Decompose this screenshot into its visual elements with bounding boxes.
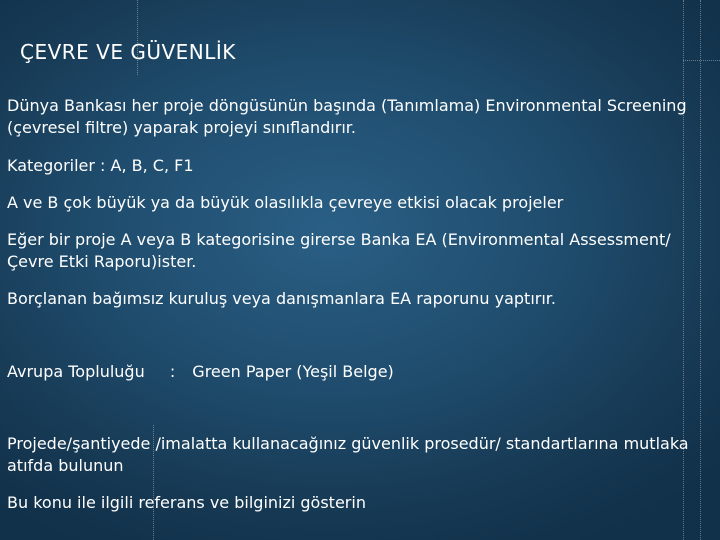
paragraph-ea-requirement: Eğer bir proje A veya B kategorisine girerse Banka EA (Environmental Assessment/Çevre Etki Raporu)ister.	[7, 230, 671, 271]
definition-row	[7, 361, 394, 383]
slide-title: ÇEVRE VE GÜVENLİK	[20, 40, 236, 64]
definition-term: Avrupa Topluluğu	[7, 362, 145, 381]
paragraph-a-b: A ve B çok büyük ya da büyük olasılıkla çevreye etkisi olacak projeler	[7, 193, 564, 212]
definition-value: Green Paper (Yeşil Belge)	[192, 362, 394, 381]
paragraph-references: Bu konu ile ilgili referans ve bilginizi gösterin	[7, 493, 366, 512]
paragraph-borrower: Borçlanan bağımsız kuruluş veya danışmanlara EA raporunu yaptırır.	[7, 289, 556, 308]
decorative-dotted-line	[683, 60, 720, 61]
paragraph-world-bank: Dünya Bankası her proje döngüsünün başında (Tanımlama) Environmental Screening (çevresel filtre) yaparak projeyi sınıflandırır.	[7, 96, 687, 137]
paragraph-categories: Kategoriler : A, B, C, F1	[7, 156, 194, 175]
definition-separator: :	[169, 362, 176, 381]
paragraph-safety-procedures: Projede/şantiyede /imalatta kullanacağınız güvenlik prosedür/ standartlarına mutlaka atıfda bulunun	[7, 434, 689, 475]
